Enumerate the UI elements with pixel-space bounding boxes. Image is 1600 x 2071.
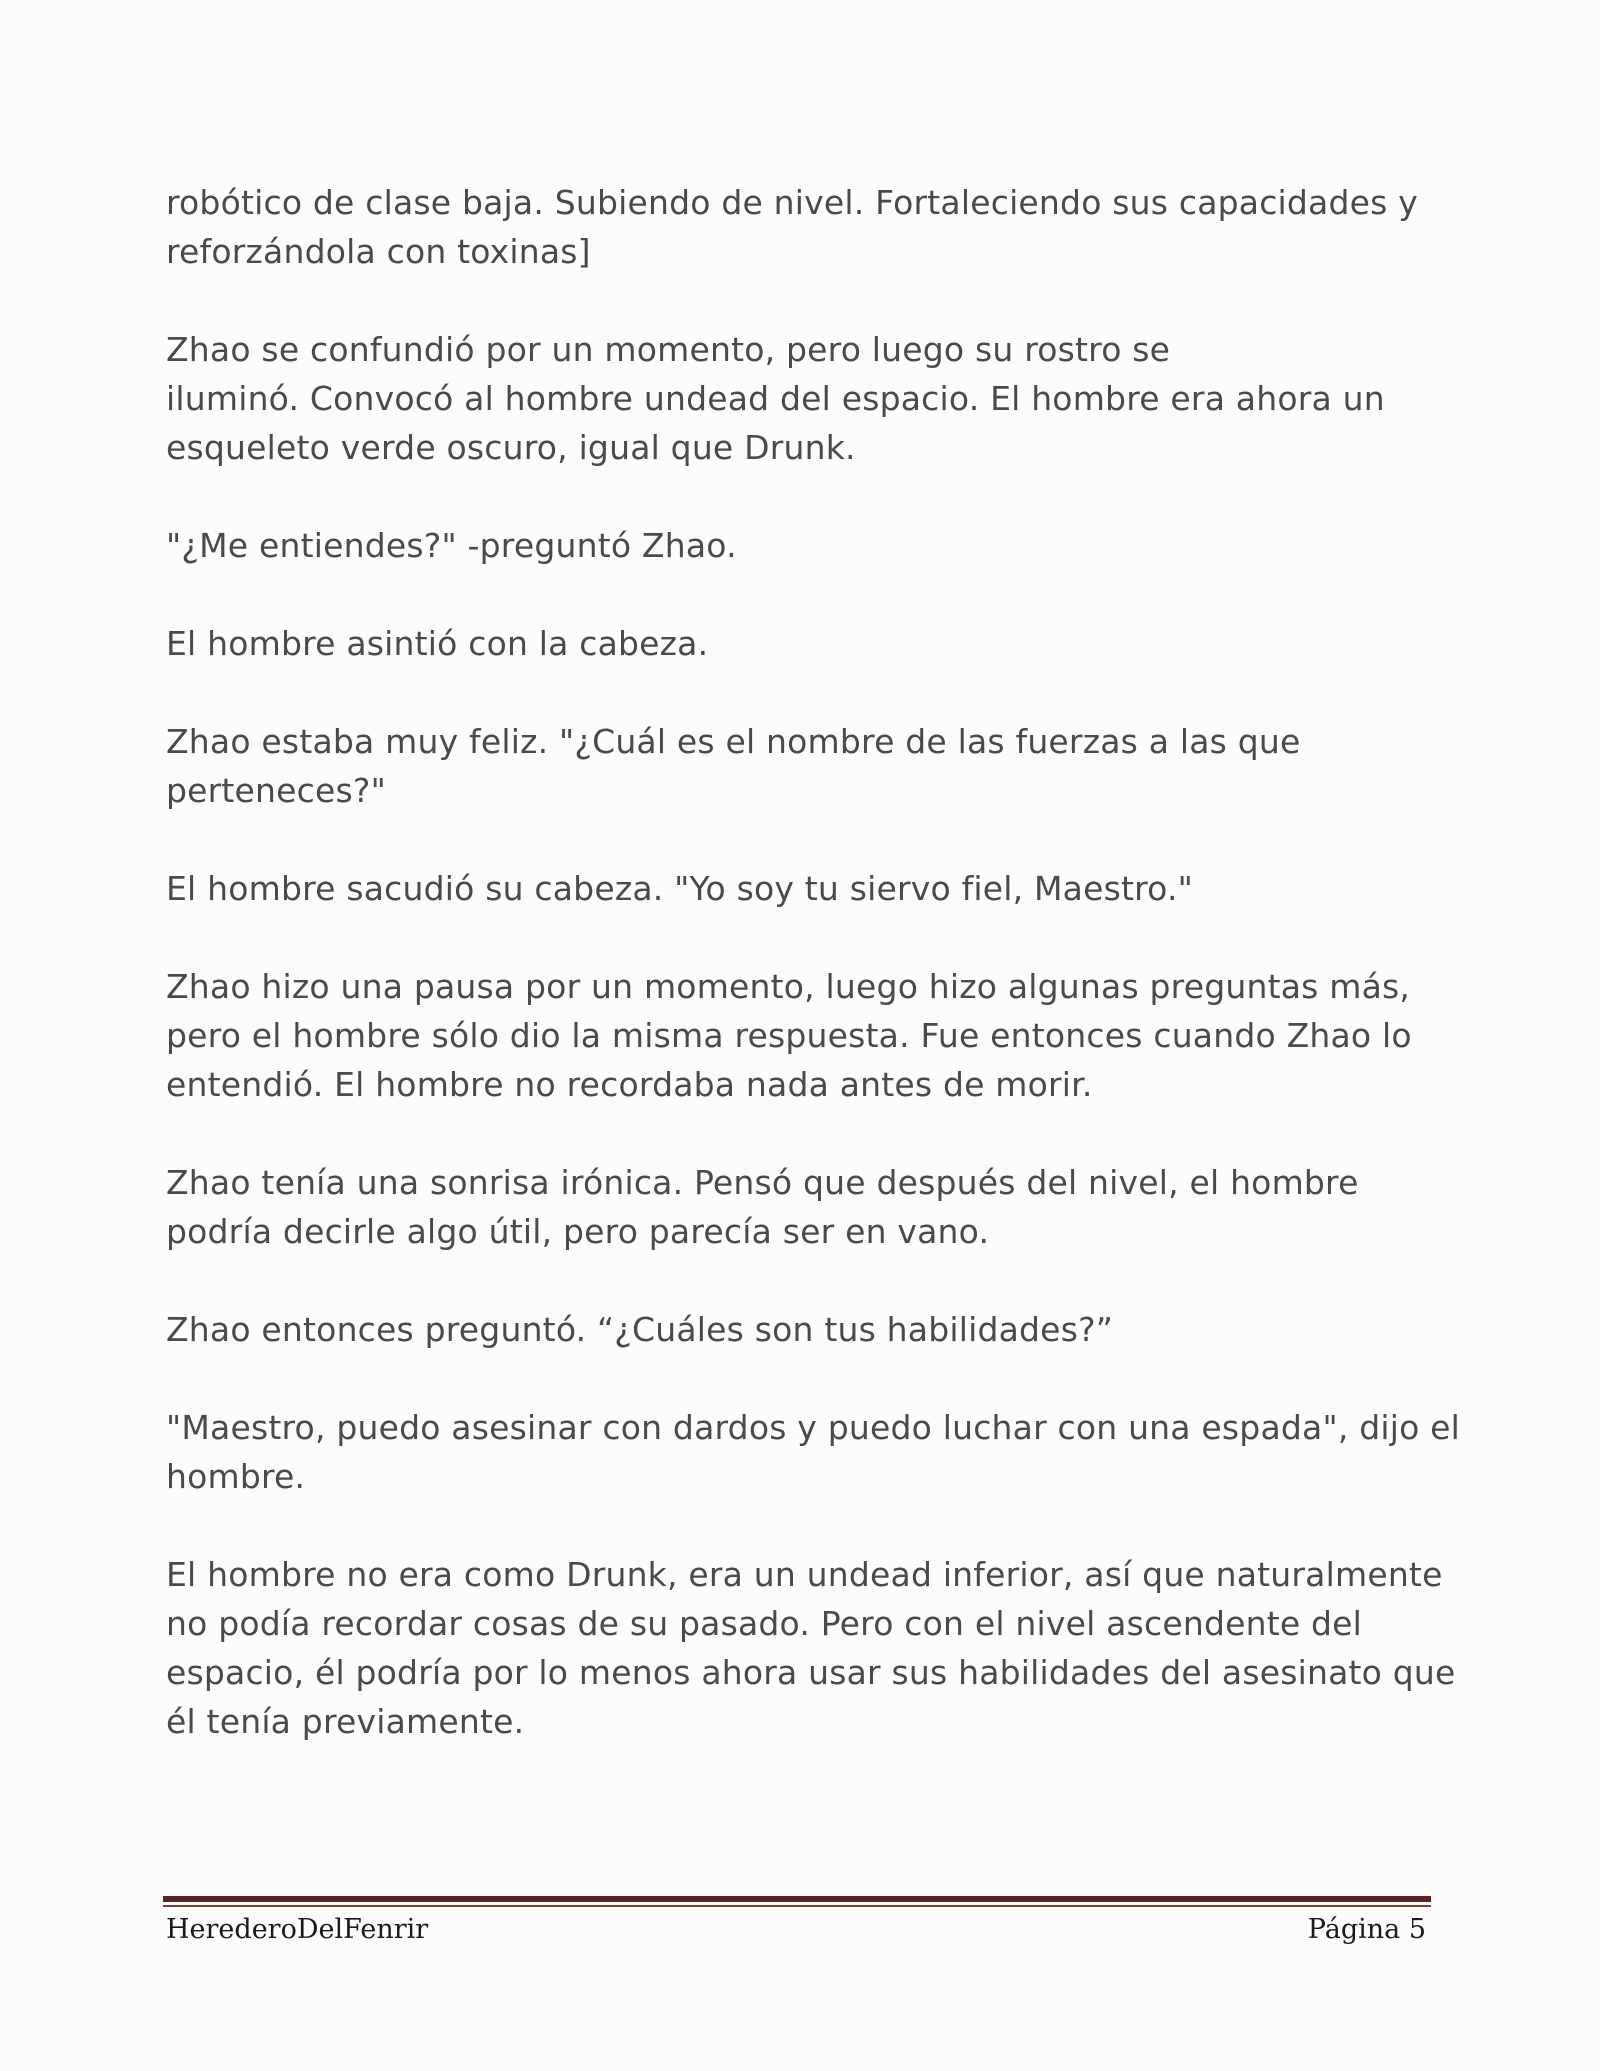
text-line: robótico de clase baja. Subiendo de nivel. Fortaleciendo sus capacidades y	[166, 183, 1418, 222]
paragraph	[166, 521, 1434, 570]
paragraph	[166, 864, 1434, 913]
text-line: "Maestro, puedo asesinar con dardos y puedo luchar con una espada", dijo el	[166, 1408, 1461, 1447]
text-line: El hombre sacudió su cabeza. "Yo soy tu siervo fiel, Maestro."	[166, 869, 1194, 908]
footer-divider	[163, 1896, 1431, 1902]
paragraph	[166, 962, 1434, 1109]
text-line: Zhao se confundió por un momento, pero luego su rostro se	[166, 330, 1171, 369]
paragraph	[166, 1305, 1434, 1354]
text-line: Zhao entonces preguntó. “¿Cuáles son tus habilidades?”	[166, 1310, 1114, 1349]
text-line: esqueleto verde oscuro, igual que Drunk.	[166, 428, 856, 467]
text-line: él tenía previamente.	[166, 1702, 525, 1741]
body-text	[166, 178, 1461, 1795]
text-line: reforzándola con toxinas]	[166, 232, 591, 271]
footer-divider-thin	[163, 1905, 1431, 1907]
text-line: El hombre asintió con la cabeza.	[166, 624, 709, 663]
text-line: El hombre no era como Drunk, era un undead inferior, así que naturalmente	[166, 1555, 1443, 1594]
text-line: hombre.	[166, 1457, 306, 1496]
paragraph	[166, 717, 1434, 815]
paragraph	[166, 1403, 1461, 1501]
text-line: entendió. El hombre no recordaba nada antes de morir.	[166, 1065, 1093, 1104]
text-line: Zhao hizo una pausa por un momento, luego hizo algunas preguntas más,	[166, 967, 1411, 1006]
paragraph	[166, 178, 1434, 276]
text-line: espacio, él podría por lo menos ahora usar sus habilidades del asesinato que	[166, 1653, 1456, 1692]
text-line: Zhao estaba muy feliz. "¿Cuál es el nombre de las fuerzas a las que	[166, 722, 1301, 761]
text-line: iluminó. Convocó al hombre undead del espacio. El hombre era ahora un	[166, 379, 1385, 418]
text-line: Zhao tenía una sonrisa irónica. Pensó que después del nivel, el hombre	[166, 1163, 1359, 1202]
paragraph	[166, 1158, 1434, 1256]
text-line: no podía recordar cosas de su pasado. Pero con el nivel ascendente del	[166, 1604, 1363, 1643]
text-line: podría decirle algo útil, pero parecía ser en vano.	[166, 1212, 990, 1251]
page-number: Página 5	[1307, 1914, 1426, 1945]
text-line: "¿Me entiendes?" -preguntó Zhao.	[166, 526, 737, 565]
footer-author: HerederoDelFenrir	[166, 1914, 429, 1945]
text-line: perteneces?"	[166, 771, 387, 810]
paragraph	[166, 1550, 1456, 1746]
paragraph	[166, 619, 1434, 668]
text-line: pero el hombre sólo dio la misma respuesta. Fue entonces cuando Zhao lo	[166, 1016, 1412, 1055]
paragraph	[166, 325, 1434, 472]
